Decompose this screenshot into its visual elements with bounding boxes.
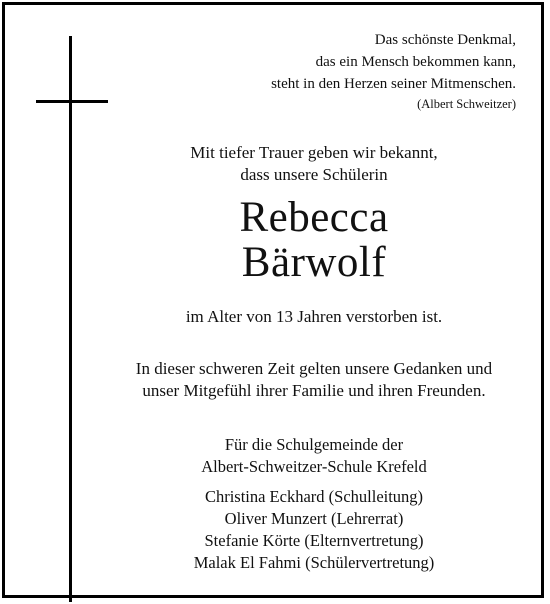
intro-line: dass unsere Schülerin xyxy=(240,165,388,184)
signatories-list xyxy=(104,486,524,574)
cross-horizontal-bar xyxy=(36,100,108,103)
last-name: Bärwolf xyxy=(241,239,387,286)
intro-line: Mit tiefer Trauer geben wir bekannt, xyxy=(190,143,438,162)
condolence-line: In dieser schweren Zeit gelten unsere Gedanken und xyxy=(135,359,493,378)
deceased-name xyxy=(104,195,524,285)
school-community xyxy=(104,434,524,478)
signatory: Oliver Munzert (Lehrerrat) xyxy=(224,509,404,528)
condolence-line: unser Mitgefühl ihrer Familie und ihren Freunden. xyxy=(142,381,486,400)
announcement-intro xyxy=(104,142,524,186)
quote-block xyxy=(271,29,516,113)
quote-line: Das schönste Denkmal, xyxy=(374,32,516,48)
quote-line: steht in den Herzen seiner Mitmenschen. xyxy=(271,76,516,92)
signatory: Stefanie Körte (Elternvertretung) xyxy=(204,531,424,550)
first-name: Rebecca xyxy=(239,194,389,241)
signatory: Malak El Fahmi (Schülervertretung) xyxy=(193,553,435,572)
age-statement: im Alter von 13 Jahren verstorben ist. xyxy=(185,307,443,326)
cross-vertical-bar xyxy=(69,36,72,602)
condolence-text xyxy=(104,358,524,402)
quote-author: (Albert Schweitzer) xyxy=(417,97,516,111)
school-line: Albert-Schweitzer-Schule Krefeld xyxy=(201,457,427,476)
school-line: Für die Schulgemeinde der xyxy=(224,435,404,454)
signatory: Christina Eckhard (Schulleitung) xyxy=(204,487,424,506)
quote-line: das ein Mensch bekommen kann, xyxy=(315,54,516,70)
